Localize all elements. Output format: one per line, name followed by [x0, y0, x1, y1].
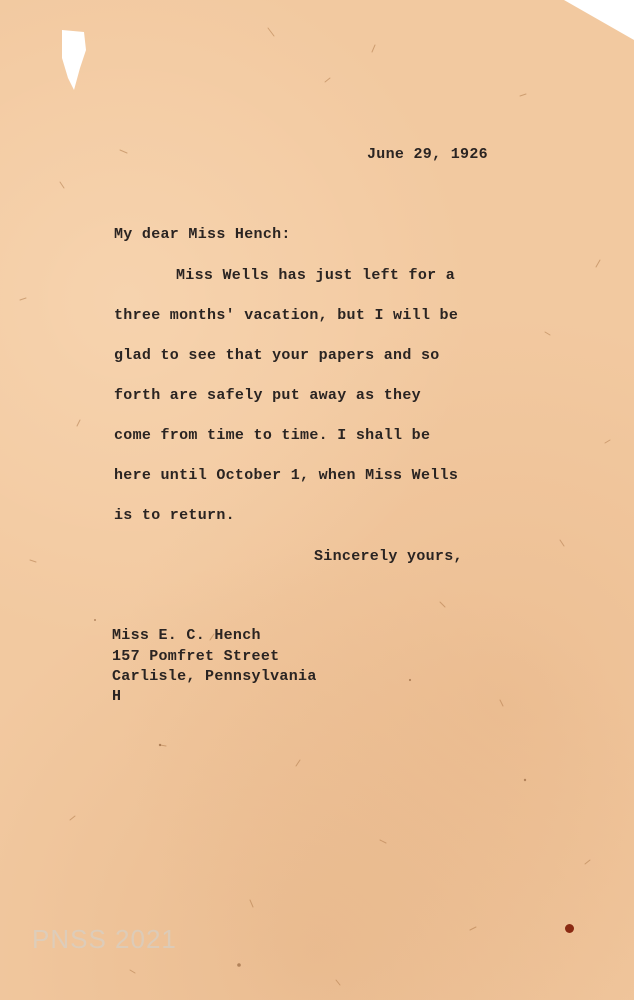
letter-body-line: come from time to time. I shall be: [114, 427, 431, 444]
letter-body-line: glad to see that your papers and so: [114, 347, 440, 364]
watermark-text: PNSS 2021: [32, 924, 177, 954]
address-line: Carlisle, Pennsylvania: [112, 668, 317, 685]
letter-body-line: forth are safely put away as they: [114, 387, 421, 404]
letter-body-line: is to return.: [114, 507, 235, 524]
address-line: H: [112, 688, 122, 705]
ink-stain: [565, 924, 574, 933]
address-line: 157 Pomfret Street: [112, 648, 280, 665]
letter-date: June 29, 1926: [367, 146, 488, 163]
letter-body-line: three months' vacation, but I will be: [114, 307, 459, 324]
letter-body-line: here until October 1, when Miss Wells: [114, 467, 459, 484]
paper-tear-mark: [58, 28, 88, 92]
address-line: Miss E. C. Hench: [112, 627, 261, 644]
letter-body-line: Miss Wells has just left for a: [176, 267, 456, 284]
letter-salutation: My dear Miss Hench:: [114, 226, 291, 243]
torn-corner: [564, 0, 634, 40]
letter-closing: Sincerely yours,: [314, 548, 463, 565]
